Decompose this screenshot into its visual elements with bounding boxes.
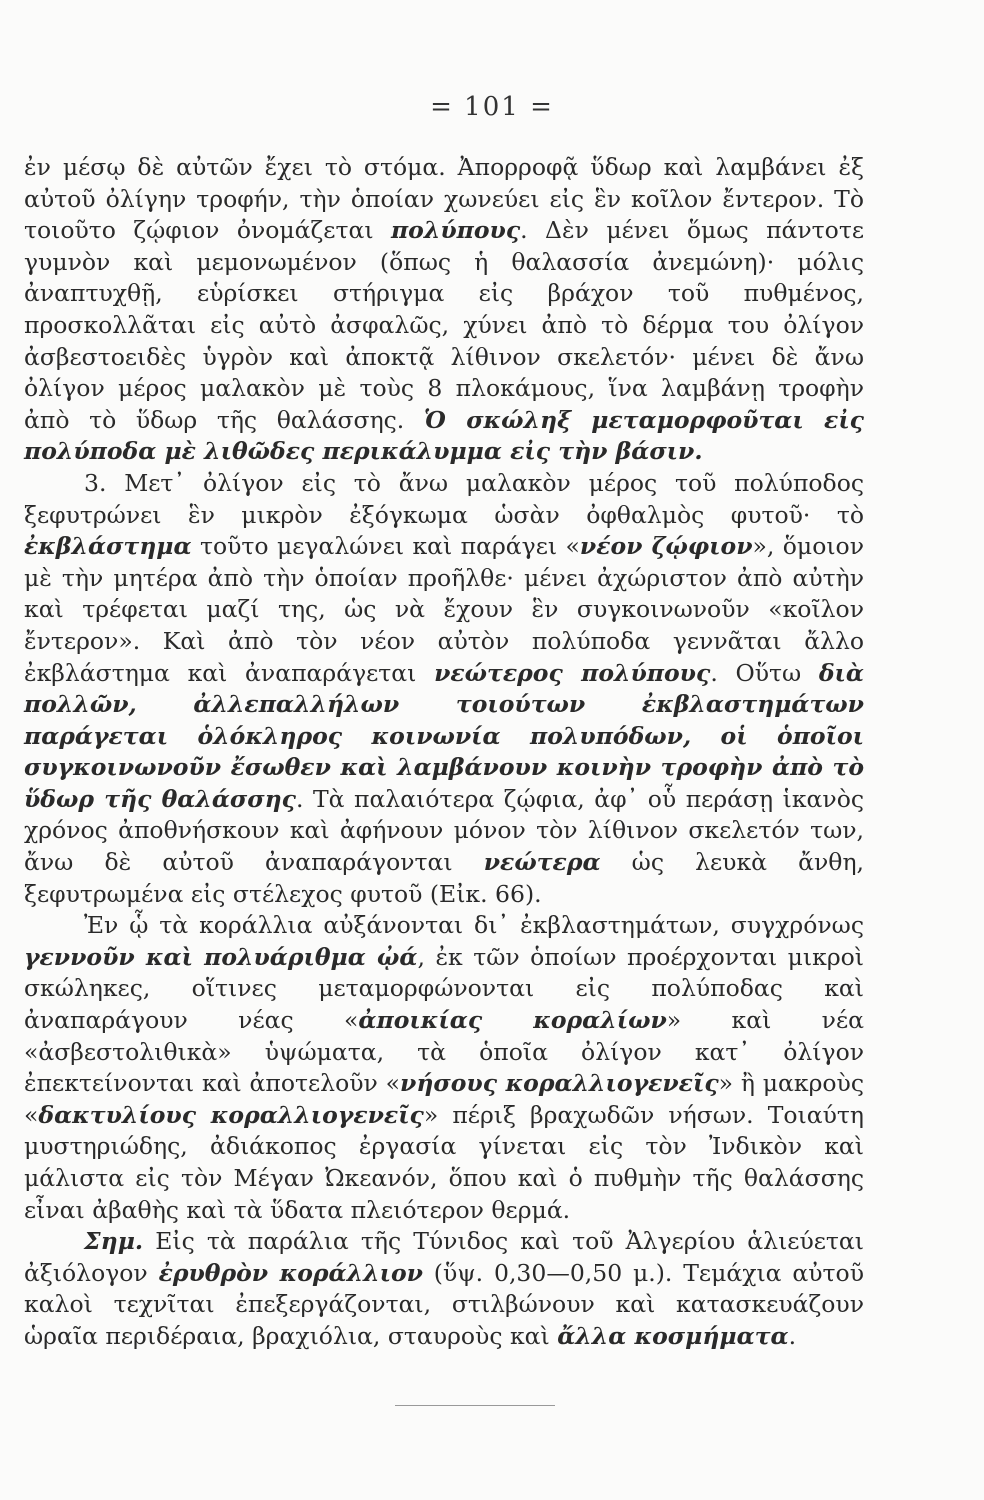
emphasis-text: Ὁ σκώληξ μεταμορφοῦται εἰς πολύποδα μὲ λιθῶδες περικάλυμμα εἰς τὴν βάσιν. (24, 405, 864, 466)
body-text (24, 152, 864, 1353)
footer-rule (395, 1405, 555, 1406)
text-run: , ἐκ τῶν ὁποίων προέρχονται μικροὶ σκώληκες, οἵτινες μεταμορφώνονται εἰς πολύποδας καὶ ἀναπαράγουν νέας « (24, 942, 865, 1035)
emphasis-text: ἐκβλάστημα (24, 532, 192, 561)
text-run: . Τὰ παλαιότερα ζῴφια, ἀφ᾽ οὗ περάσῃ ἱκανὸς χρόνος ἀποθνήσκουν καὶ ἀφήνουν μόνον τὸν λίθινον σκελετόν των, ἄνω δὲ αὐτοῦ ἀναπαράγονται (24, 784, 865, 877)
emphasis-text: ἄλλα κοσμήματα (557, 1321, 789, 1350)
text-run: Ἐν ᾧ τὰ κοράλλια αὐξάνονται δι᾽ ἐκβλαστημάτων, συγχρόνως (84, 911, 864, 940)
text-run: » καὶ νέα «ἀσβεστολιθικὰ» ὑψώματα, τὰ ὁποῖα ὀλίγον κατ᾽ ὀλίγον ἐπεκτείνονται καὶ ἀποτελοῦν « (24, 1006, 865, 1098)
emphasis-text: δακτυλίους κοραλλιογενεῖς (38, 1100, 424, 1129)
emphasis-text: νέον ζῴφιον (579, 532, 753, 561)
emphasis-text: ἀποικίας κοραλίων (358, 1006, 667, 1035)
text-run: » ἢ μακροὺς « (24, 1069, 865, 1129)
paragraph (24, 152, 864, 468)
paragraph (24, 1226, 864, 1352)
emphasis-text: Σημ. (84, 1227, 144, 1256)
text-run: Εἰς τὰ παράλια τῆς Τύνιδος καὶ τοῦ Ἀλγερίου ἁλιεύεται ἀξιόλογον (24, 1227, 864, 1287)
emphasis-text: νήσους κοραλλιογενεῖς (400, 1069, 719, 1098)
emphasis-text: νεώτερα (483, 848, 601, 877)
text-run: ὡς λευκὰ ἄνθη, ξεφυτρωμένα εἰς στέλεχος φυτοῦ (Εἰκ. 66). (24, 848, 864, 908)
paragraph (24, 468, 864, 910)
emphasis-text: ἐρυθρὸν κοράλλιον (158, 1258, 423, 1287)
text-run: » πέριξ βραχωδῶν νήσων. Τοιαύτη μυστηριώδης, ἀδιάκοπος ἐργασία γίνεται εἰς τὸν Ἰνδικὸν καὶ μάλιστα εἰς τὸν Μέγαν Ὠκεανόν, ὅπου καὶ ὁ πυθμὴν τῆς θαλάσσης εἶναι ἀβαθὴς καὶ τὰ ὕδατα πλειότερον θερμά. (24, 1100, 864, 1224)
text-run: . Οὕτω (710, 658, 819, 687)
text-run: τοῦτο μεγαλώνει καὶ παράγει « (191, 532, 580, 561)
emphasis-text: διὰ πολλῶν, ἀλλεπαλλήλων τοιούτων ἐκβλαστημάτων παράγεται ὁλόκληρος κοινωνία πολυπόδων, οἱ ὁποῖοι συγκοινωνοῦν ἔσωθεν καὶ λαμβάνουν κοινὴν τροφὴν ἀπὸ τὸ ὕδωρ τῆς θαλάσσης (24, 658, 865, 813)
page-number: = 101 = (430, 92, 554, 122)
emphasis-text: νεώτερος πολύπους (434, 658, 711, 687)
emphasis-text: πολύπους (390, 216, 521, 245)
text-run: (ὕψ. 0,30—0,50 μ.). Τεμάχια αὐτοῦ καλοὶ τεχνῖται ἐπεξεργάζονται, στιλβώνουν καὶ κατασκευάζουν ὡραῖα περιδέραια, βραχιόλια, σταυροὺς καὶ (24, 1258, 864, 1350)
text-run: . (788, 1321, 797, 1350)
emphasis-text: γεννοῦν καὶ πολυάριθμα ᾠά (24, 942, 418, 971)
text-run: », ὅμοιον μὲ τὴν μητέρα ἀπὸ τὴν ὁποίαν προῆλθε· μένει ἀχώριστον ἀπὸ αὐτὴν καὶ τρέφεται μαζί της, ὡς νὰ ἔχουν ἓν συγκοινωνοῦν «κοῖλον ἔντερον». Καὶ ἀπὸ τὸν νέον αὐτὸν πολύποδα γεννᾶται ἄλλο ἐκβλάστημα καὶ ἀναπαράγεται (24, 532, 864, 687)
text-run: 3. Μετ᾽ ὀλίγον εἰς τὸ ἄνω μαλακὸν μέρος τοῦ πολύποδος ξεφυτρώνει ἓν μικρὸν ἐξόγκωμα ὡσὰν ὀφθαλμὸς φυτοῦ· τὸ (24, 468, 864, 529)
text-run: ἐν μέσῳ δὲ αὐτῶν ἔχει τὸ στόμα. Ἀπορροφᾷ ὕδωρ καὶ λαμβάνει ἐξ αὐτοῦ ὀλίγην τροφήν, τὴν ὁποίαν χωνεύει εἰς ἓν κοῖλον ἔντερον. Τὸ τοιοῦτο ζῴφιον ὀνομάζεται (24, 153, 864, 245)
text-run: . Δὲν μένει ὅμως πάντοτε γυμνὸν καὶ μεμονωμένον (ὅπως ἡ θαλασσία ἀνεμώνη)· μόλις ἀναπτυχθῇ, εὑρίσκει στήριγμα εἰς βράχον τοῦ πυθμένος, προσκολλᾶται εἰς αὐτὸ ἀσφαλῶς, χύνει ἀπὸ τὸ δέρμα του ὀλίγον ἀσβεστοειδὲς ὑγρὸν καὶ ἀποκτᾷ λίθινον σκελετόν· μένει δὲ ἄνω ὀλίγον μέρος μαλακὸν μὲ τοὺς 8 πλοκάμους, ἵνα λαμβάνῃ τροφὴν ἀπὸ τὸ ὕδωρ τῆς θαλάσσης. (24, 216, 865, 434)
paragraph (24, 910, 864, 1226)
